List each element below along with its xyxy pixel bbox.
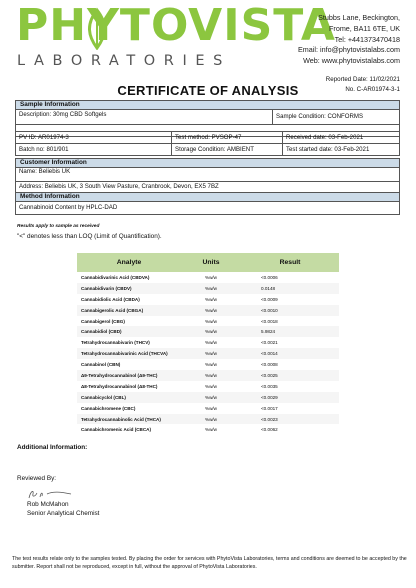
result-cell: <0.0062	[261, 427, 278, 433]
table-row	[77, 272, 339, 283]
result-cell: <0.0010	[241, 305, 339, 316]
table-row	[77, 359, 339, 370]
address-line1: Stubbs Lane, Beckington,	[318, 13, 400, 22]
analyte-cell: Cannabichromene (CBC)	[81, 405, 136, 411]
report-date: Reported Date: 11/02/2021	[325, 76, 400, 83]
analyte-cell: Tetrahydrocannabivarinic Acid (THCVA)	[77, 348, 181, 359]
table-row	[77, 370, 339, 381]
table-row	[77, 424, 339, 435]
units-cell: %w/w	[181, 283, 241, 294]
batch-number: Batch no: 801/901	[16, 144, 172, 155]
table-row	[77, 348, 339, 359]
table-row	[77, 283, 339, 294]
logo-subtitle: LABORATORIES	[17, 53, 231, 69]
units-cell: %w/w	[181, 348, 241, 359]
table-row	[77, 414, 339, 425]
result-cell: <0.0023	[241, 414, 339, 425]
pv-id: PV ID: AR01974-3	[16, 132, 172, 143]
method-section-header: Method Information	[16, 193, 399, 202]
company-address	[298, 13, 400, 67]
address-line2: Frome, BA11 6TE, UK	[329, 23, 400, 33]
results-table	[77, 253, 339, 435]
sample-condition: Sample Condition: CONFORMS	[276, 113, 364, 120]
units-cell: %w/w	[181, 392, 241, 403]
units-cell: %w/w	[205, 427, 217, 433]
customer-name: Name: Beliebis UK	[19, 168, 71, 175]
sample-section-header: Sample Information	[16, 101, 399, 110]
results-apply-note: Results apply to sample as received	[17, 224, 100, 229]
customer-information-box	[15, 158, 400, 215]
table-row	[77, 316, 339, 327]
units-cell: %w/w	[181, 414, 241, 425]
analyte-cell: Tetrahydrocannabivarin (THCV)	[81, 340, 150, 346]
address-web[interactable]: Web: www.phytovistalabs.com	[303, 56, 400, 66]
result-cell: <0.0017	[261, 405, 278, 411]
loq-note: "<" denotes less than LOQ (Limit of Quantification).	[17, 233, 162, 240]
table-row	[77, 294, 339, 305]
storage-condition: Storage Condition: AMBIENT	[172, 144, 283, 155]
result-cell: <0.0006	[261, 274, 278, 280]
received-date: Received date: 03-Feb-2021	[286, 134, 364, 141]
units-cell: %w/w	[205, 362, 217, 368]
signature-image	[27, 488, 73, 500]
reviewed-by-label: Reviewed By:	[17, 475, 57, 482]
customer-section-header: Customer Information	[16, 159, 399, 168]
document-title: CERTIFICATE OF ANALYSIS	[117, 83, 299, 98]
analyte-cell: Cannabigerol (CBG)	[81, 318, 125, 324]
table-row	[77, 403, 339, 414]
results-header-row	[77, 253, 339, 272]
customer-address: Address: Beliebis UK, 3 South View Pasture, Cranbrook, Devon, EX5 7BZ	[19, 183, 219, 190]
report-number: No. C-AR01974-3-1	[345, 86, 400, 94]
test-started-date: Test started date: 03-Feb-2021	[286, 146, 370, 153]
units-cell: %w/w	[205, 405, 217, 411]
analyte-cell: Cannabicyclol (CBL)	[77, 392, 181, 403]
units-cell: %w/w	[181, 305, 241, 316]
units-cell: %w/w	[205, 383, 217, 389]
analyte-cell: Tetrahydrocannabinolic Acid (THCA)	[77, 414, 181, 425]
units-cell: %w/w	[181, 326, 241, 337]
header-analyte: Analyte	[77, 253, 181, 272]
result-cell: 0.0148	[241, 283, 339, 294]
result-cell: <0.0018	[261, 318, 278, 324]
table-row	[77, 337, 339, 348]
header-result: Result	[241, 253, 339, 272]
method-text: Cannabinoid Content by HPLC-DAD	[19, 204, 118, 211]
analyte-cell: Cannabichromenic Acid (CBCA)	[81, 427, 152, 433]
logo-brand-text: PHYTOVISTA	[16, 0, 336, 51]
leaf-icon	[80, 6, 114, 50]
analyte-cell: Cannabidiol (CBD)	[77, 326, 181, 337]
reviewer-name: Rob McMahon	[27, 501, 69, 508]
result-cell: <0.0021	[261, 340, 278, 346]
units-cell: %w/w	[205, 340, 217, 346]
sample-details-grid	[15, 131, 400, 156]
table-row	[77, 392, 339, 403]
units-cell: %w/w	[181, 370, 241, 381]
result-cell: 5.9824	[241, 326, 339, 337]
reviewer-block	[27, 500, 99, 518]
units-cell: %w/w	[205, 296, 217, 302]
table-row	[77, 326, 339, 337]
analyte-cell: Cannabidivarinic Acid (CBDVA)	[81, 274, 150, 280]
result-cell: <0.0009	[261, 296, 278, 302]
address-email[interactable]: Email: info@phytovistalabs.com	[298, 45, 400, 55]
analyte-cell: Δ9-Tetrahydrocannabinol (Δ9-THC)	[77, 370, 181, 381]
test-method: Test method: PVSOP-47	[172, 132, 283, 143]
result-cell: <0.0014	[241, 348, 339, 359]
analyte-cell: Cannabigerolic Acid (CBGA)	[77, 305, 181, 316]
header-units: Units	[181, 253, 241, 272]
result-cell: <0.0025	[241, 370, 339, 381]
address-tel: Tel: +441373470418	[334, 34, 400, 44]
result-cell: <0.0029	[241, 392, 339, 403]
result-cell: <0.0008	[261, 362, 278, 368]
footer-disclaimer: The test results relate only to the samples tested. By placing the order for services with PhytoVista Laboratories, terms and conditions are deemed to be accepted by the submitter. Report shall not be reproduced, except in full, without the approval of PhytoVista Laboratories.	[12, 556, 407, 570]
reviewer-role: Senior Analytical Chemist	[27, 510, 100, 517]
analyte-cell: Cannabinol (CBN)	[81, 362, 121, 368]
additional-information: Additional Information:	[17, 444, 88, 451]
analyte-cell: Cannabidiolic Acid (CBDA)	[81, 296, 140, 302]
analyte-cell: Δ8-Tetrahydrocannabinol (Δ8-THC)	[81, 383, 158, 389]
result-cell: <0.0035	[261, 383, 278, 389]
analyte-cell: Cannabidivarin (CBDV)	[77, 283, 181, 294]
sample-description: Description: 30mg CBD Softgels	[16, 110, 273, 124]
table-row	[77, 381, 339, 392]
units-cell: %w/w	[205, 318, 217, 324]
company-logo	[16, 2, 336, 50]
table-row	[77, 305, 339, 316]
units-cell: %w/w	[205, 274, 217, 280]
